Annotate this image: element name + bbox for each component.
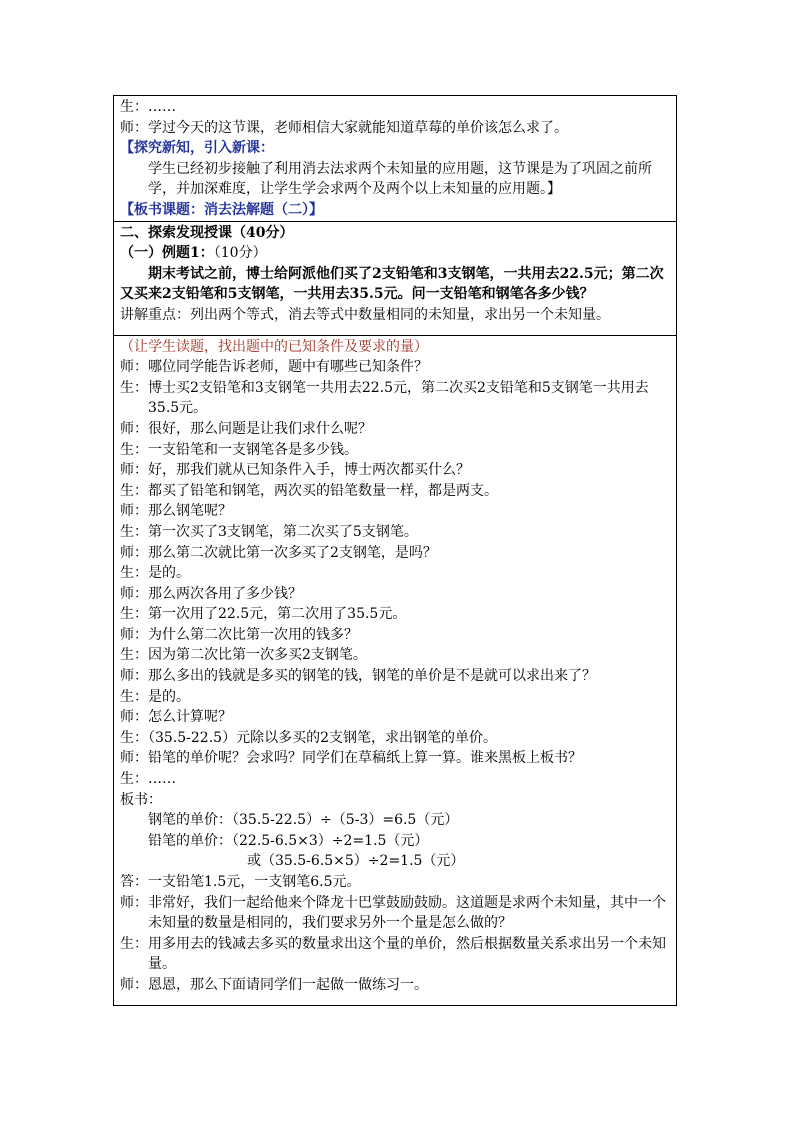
dialog-line: 师：那么多出的钱就是多买的钢笔的钱，钢笔的单价是不是就可以求出来了？: [120, 668, 596, 685]
dialog-line: 生：……: [120, 771, 176, 788]
board-calc-alt: 或（35.5-6.5×5）÷2=1.5（元）: [247, 853, 465, 870]
dialog-line: 师：哪位同学能告诉老师，题中有哪些已知条件？: [120, 359, 428, 376]
board-title: 【板书课题：消去法解题（二）】: [120, 201, 323, 218]
dialog-line: 生：（35.5-22.5）元除以多买的2支钢笔，求出钢笔的单价。: [120, 729, 497, 746]
dialog-line: 师：那么钢笔呢？: [120, 503, 232, 520]
dialog-line: 生：第一次用了22.5元，第二次用了35.5元。: [120, 606, 407, 623]
example-label: （一）例题1：: [120, 245, 214, 262]
dialog-line: 师：好，那我们就从已知条件入手，博士两次都买什么？: [120, 462, 470, 479]
dialog-line: 师：怎么计算呢？: [120, 709, 232, 726]
intro-paragraph: 学生已经初步接触了利用消去法求两个未知量的应用题，这节课是为了巩固之前所学，并加深难度，让学生学会求两个及两个以上未知量的应用题。】: [148, 160, 652, 198]
dialog-line: 生：博士买2支铅笔和3支钢笔一共用去22.5元，第二次买2支铅笔和5支钢笔一共用去35.5元。: [120, 379, 649, 417]
dialog-line: 师：非常好，我们一起给他来个降龙十巴掌鼓励鼓励。这道题是求两个未知量，其中一个未知量的数量是相同的，我们要求另外一个量是怎么做的？: [120, 894, 666, 932]
dialog-line: 师：为什么第二次比第一次用的钱多？: [120, 626, 358, 643]
board-label: 板书：: [120, 791, 162, 808]
board-calc-pen: 钢笔的单价：（35.5-22.5）÷（5-3）=6.5（元）: [148, 812, 459, 829]
dialog-line: 生：……: [120, 99, 176, 115]
dialog-line: 师：那么两次各用了多少钱？: [120, 585, 302, 602]
problem-text: 期末考试之前，博士给阿派他们买了2支铅笔和3支钢笔，一共用去22.5元；第二次又买来2支铅笔和5支钢笔，一共用去35.5元。问一支铅笔和钢笔各多少钱？: [120, 265, 664, 303]
dialog-line: 师：恩恩，那么下面请同学们一起做一做练习一。: [120, 976, 428, 993]
intro-cell: [114, 96, 677, 222]
dialog-line: 师：那么第二次就比第一次多买了2支钢笔，是吗？: [120, 544, 437, 561]
dialog-line: 生：因为第二次比第一次多买2支钢笔。: [120, 647, 367, 664]
dialog-line: 师：很好，那么问题是让我们求什么呢？: [120, 420, 372, 437]
dialog-line: 生：是的。: [120, 688, 190, 705]
dialog-line: 师：学过今天的这节课，老师相信大家就能知道草莓的单价该怎么求了。: [120, 119, 568, 136]
section-heading: 二、探索发现授课（40分）: [120, 224, 294, 241]
key-point: 讲解重点：列出两个等式，消去等式中数量相同的未知量，求出另一个未知量。: [120, 306, 610, 323]
dialog-list-a: [120, 357, 671, 789]
dialog-line: 生：一支铅笔和一支钢笔各是多少钱。: [120, 441, 358, 458]
dialog-line: 生：都买了铅笔和钢笔，两次买的铅笔数量一样，都是两支。: [120, 482, 498, 499]
dialog-line: 生：是的。: [120, 565, 190, 582]
dialog-cell: [114, 335, 677, 1005]
dialog-line: 师：铅笔的单价呢？会求吗？同学们在草稿纸上算一算。谁来黑板上板书？: [120, 750, 582, 767]
board-calc-pencil: 铅笔的单价：（22.5-6.5×3）÷2=1.5（元）: [148, 832, 429, 849]
example-cell: [114, 221, 677, 335]
example-heading: [120, 243, 671, 264]
section-label: 【探究新知，引入新课：: [120, 140, 274, 157]
dialog-line: 生：第一次买了3支钢笔，第二次买了5支钢笔。: [120, 523, 418, 540]
example-time: （10分）: [213, 245, 267, 262]
dialog-line: 生：用多用去的钱减去多买的数量求出这个量的单价，然后根据数量关系求出另一个未知量。: [120, 935, 666, 973]
teacher-note: （让学生读题，找出题中的已知条件及要求的量）: [120, 338, 428, 355]
lesson-plan-table: [113, 95, 677, 1006]
dialog-list-b: [120, 872, 671, 996]
dialog-line: 答：一支铅笔1.5元，一支钢笔6.5元。: [120, 874, 361, 890]
